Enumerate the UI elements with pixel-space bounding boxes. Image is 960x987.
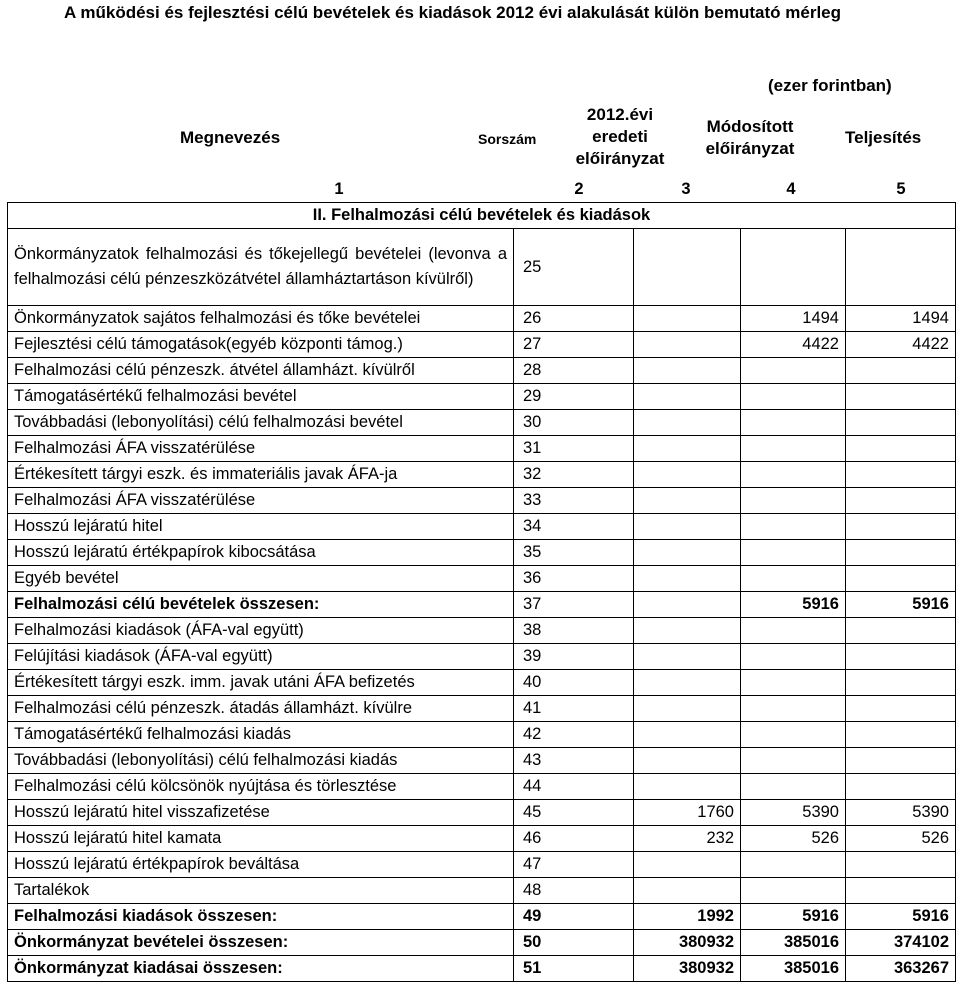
row-actual (846, 566, 956, 592)
row-code: 30 (514, 410, 634, 436)
row-original (634, 696, 741, 722)
table-row (8, 618, 956, 644)
table-row (8, 800, 956, 826)
row-original: 380932 (634, 930, 741, 956)
row-original: 380932 (634, 956, 741, 982)
row-name: Felújítási kiadások (ÁFA-val együtt) (8, 644, 514, 670)
row-original: 1992 (634, 904, 741, 930)
row-modified (741, 410, 846, 436)
row-modified (741, 462, 846, 488)
row-original (634, 618, 741, 644)
row-actual (846, 514, 956, 540)
row-code: 46 (514, 826, 634, 852)
row-actual (846, 644, 956, 670)
row-actual (846, 722, 956, 748)
column-number: 1 (8, 177, 514, 203)
header-code: Sorszám (478, 131, 537, 147)
row-code: 43 (514, 748, 634, 774)
row-name: Felhalmozási célú bevételek összesen: (8, 592, 514, 618)
row-code: 34 (514, 514, 634, 540)
row-name: Továbbadási (lebonyolítási) célú felhalmozási kiadás (8, 748, 514, 774)
table-row (8, 826, 956, 852)
row-actual: 5916 (846, 904, 956, 930)
row-original (634, 410, 741, 436)
row-name: Önkormányzat bevételei összesen: (8, 930, 514, 956)
table-row (8, 436, 956, 462)
row-original: 1760 (634, 800, 741, 826)
table-row (8, 696, 956, 722)
row-actual (846, 462, 956, 488)
row-code: 51 (514, 956, 634, 982)
row-modified: 1494 (741, 306, 846, 332)
row-actual (846, 384, 956, 410)
row-name: Felhalmozási kiadások összesen: (8, 904, 514, 930)
table-row (8, 592, 956, 618)
row-actual: 5916 (846, 592, 956, 618)
row-code: 35 (514, 540, 634, 566)
row-modified (741, 670, 846, 696)
header-original-line1: 2012.évi (586, 105, 654, 124)
row-actual (846, 696, 956, 722)
header-modified (690, 116, 810, 160)
table-row (8, 904, 956, 930)
row-name: Hosszú lejáratú hitel kamata (8, 826, 514, 852)
row-name: Hosszú lejáratú értékpapírok kibocsátása (8, 540, 514, 566)
header-name: Megnevezés (180, 128, 281, 147)
table-row (8, 384, 956, 410)
header-modified-line1: Módosított (706, 117, 794, 136)
column-number: 3 (634, 177, 741, 203)
row-name: Tartalékok (8, 878, 514, 904)
row-code: 42 (514, 722, 634, 748)
row-name: Támogatásértékű felhalmozási kiadás (8, 722, 514, 748)
table-row (8, 748, 956, 774)
row-code: 41 (514, 696, 634, 722)
column-number-row (8, 177, 956, 203)
row-modified (741, 644, 846, 670)
row-original (634, 306, 741, 332)
row-code: 33 (514, 488, 634, 514)
row-name: Felhalmozási ÁFA visszatérülése (8, 436, 514, 462)
row-modified (741, 358, 846, 384)
table-row (8, 722, 956, 748)
row-original (634, 332, 741, 358)
row-name: Felhalmozási célú pénzeszk. átadás államházt. kívülre (8, 696, 514, 722)
row-modified (741, 722, 846, 748)
header-original (560, 104, 680, 170)
row-name: Hosszú lejáratú hitel visszafizetése (8, 800, 514, 826)
page-title: A működési és fejlesztési célú bevételek és kiadások 2012 évi alakulását külön bemutató mérleg (64, 3, 842, 22)
row-code: 45 (514, 800, 634, 826)
table-row (8, 774, 956, 800)
row-modified (741, 229, 846, 306)
column-number: 2 (514, 177, 634, 203)
row-modified: 4422 (741, 332, 846, 358)
row-modified (741, 540, 846, 566)
row-original (634, 774, 741, 800)
row-original (634, 644, 741, 670)
row-code: 38 (514, 618, 634, 644)
row-modified (741, 878, 846, 904)
row-actual: 1494 (846, 306, 956, 332)
row-modified (741, 774, 846, 800)
row-original (634, 566, 741, 592)
table-row (8, 514, 956, 540)
row-name: Továbbadási (lebonyolítási) célú felhalmozási bevétel (8, 410, 514, 436)
row-name: Felhalmozási kiadások (ÁFA-val együtt) (8, 618, 514, 644)
row-modified: 5916 (741, 592, 846, 618)
row-modified (741, 748, 846, 774)
row-modified: 526 (741, 826, 846, 852)
row-code: 48 (514, 878, 634, 904)
row-code: 26 (514, 306, 634, 332)
row-actual (846, 618, 956, 644)
row-original (634, 436, 741, 462)
row-modified (741, 514, 846, 540)
row-name: Értékesített tárgyi eszk. és immateriális javak ÁFA-ja (8, 462, 514, 488)
row-name: Fejlesztési célú támogatások(egyéb központi támog.) (8, 332, 514, 358)
row-original (634, 748, 741, 774)
row-code: 50 (514, 930, 634, 956)
row-original (634, 722, 741, 748)
row-actual (846, 540, 956, 566)
table-row (8, 956, 956, 982)
row-actual (846, 852, 956, 878)
row-actual (846, 670, 956, 696)
row-original (634, 592, 741, 618)
table-row (8, 644, 956, 670)
row-actual (846, 229, 956, 306)
section-title: II. Felhalmozási célú bevételek és kiadások (8, 203, 956, 229)
table-row (8, 488, 956, 514)
balance-table (7, 177, 956, 982)
row-code: 47 (514, 852, 634, 878)
row-original (634, 878, 741, 904)
table-row (8, 306, 956, 332)
row-name: Felhalmozási célú kölcsönök nyújtása és törlesztése (8, 774, 514, 800)
row-original (634, 229, 741, 306)
row-code: 37 (514, 592, 634, 618)
header-original-line3: előirányzat (575, 149, 665, 168)
row-code: 25 (514, 229, 634, 306)
row-modified (741, 566, 846, 592)
table-row (8, 852, 956, 878)
unit-label: (ezer forintban) (768, 76, 892, 95)
table-row (8, 878, 956, 904)
row-name: Egyéb bevétel (8, 566, 514, 592)
row-modified (741, 488, 846, 514)
row-actual (846, 878, 956, 904)
row-actual: 5390 (846, 800, 956, 826)
row-original (634, 852, 741, 878)
table-body (8, 177, 956, 982)
row-actual (846, 358, 956, 384)
row-modified (741, 696, 846, 722)
row-original: 232 (634, 826, 741, 852)
row-original (634, 358, 741, 384)
table-row (8, 462, 956, 488)
row-code: 44 (514, 774, 634, 800)
row-modified (741, 852, 846, 878)
table-row (8, 229, 956, 306)
header-original-line2: eredeti (592, 127, 648, 146)
column-number: 4 (741, 177, 846, 203)
table-row (8, 540, 956, 566)
row-name: Értékesített tárgyi eszk. imm. javak utáni ÁFA befizetés (8, 670, 514, 696)
column-number: 5 (846, 177, 956, 203)
row-modified: 385016 (741, 930, 846, 956)
row-name: Önkormányzatok sajátos felhalmozási és tőke bevételei (8, 306, 514, 332)
row-code: 27 (514, 332, 634, 358)
row-name: Hosszú lejáratú hitel (8, 514, 514, 540)
table-row (8, 566, 956, 592)
row-code: 49 (514, 904, 634, 930)
header-actual: Teljesítés (845, 128, 922, 147)
row-original (634, 540, 741, 566)
row-name: Támogatásértékű felhalmozási bevétel (8, 384, 514, 410)
row-code: 31 (514, 436, 634, 462)
row-code: 29 (514, 384, 634, 410)
row-original (634, 488, 741, 514)
row-modified: 5390 (741, 800, 846, 826)
row-actual: 4422 (846, 332, 956, 358)
row-actual (846, 774, 956, 800)
row-modified: 385016 (741, 956, 846, 982)
row-actual (846, 488, 956, 514)
row-actual (846, 436, 956, 462)
row-code: 36 (514, 566, 634, 592)
row-name: Önkormányzat kiadásai összesen: (8, 956, 514, 982)
row-modified (741, 618, 846, 644)
row-name: Felhalmozási ÁFA visszatérülése (8, 488, 514, 514)
row-original (634, 462, 741, 488)
row-original (634, 670, 741, 696)
row-name: Önkormányzatok felhalmozási és tőkejellegű bevételei (levonva a felhalmozási célú pénzeszközátvétel államháztartáson kívülről) (8, 229, 514, 306)
row-code: 28 (514, 358, 634, 384)
row-modified (741, 384, 846, 410)
row-actual: 363267 (846, 956, 956, 982)
row-actual: 374102 (846, 930, 956, 956)
table-row (8, 930, 956, 956)
header-modified-line2: előirányzat (705, 139, 795, 158)
table-row (8, 410, 956, 436)
row-actual (846, 748, 956, 774)
row-modified: 5916 (741, 904, 846, 930)
row-code: 32 (514, 462, 634, 488)
row-code: 40 (514, 670, 634, 696)
row-actual: 526 (846, 826, 956, 852)
section-row (8, 203, 956, 229)
row-code: 39 (514, 644, 634, 670)
row-original (634, 514, 741, 540)
row-modified (741, 436, 846, 462)
row-name: Hosszú lejáratú értékpapírok beváltása (8, 852, 514, 878)
row-original (634, 384, 741, 410)
table-row (8, 670, 956, 696)
row-name: Felhalmozási célú pénzeszk. átvétel államházt. kívülről (8, 358, 514, 384)
table-row (8, 358, 956, 384)
row-actual (846, 410, 956, 436)
table-row (8, 332, 956, 358)
